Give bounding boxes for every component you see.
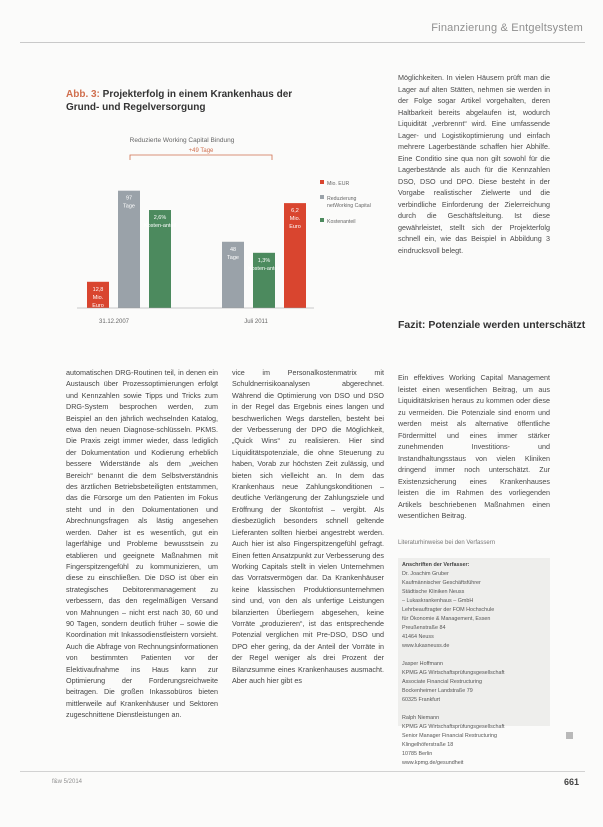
author-line: Dr. Joachim Gruber (402, 571, 449, 577)
bar-label: 97 (125, 195, 133, 202)
author-line: – Lukaskrankenhaus – GmbH (402, 598, 474, 604)
bar-label: Euro (92, 302, 104, 309)
legend-label: netWorking Capital (327, 203, 371, 209)
author-line: www.kpmg.de/gesundheit (402, 760, 464, 766)
x-tick-label: Juli 2011 (244, 319, 268, 325)
author-line: 41464 Neuss (402, 634, 434, 640)
body-column-1: automatischen DRG-Routinen teil, in denen ein Austausch über Prozessoptimierungen erfolgt und Kennzahlen sowie Tipps und Tricks zum DRG-System besprochen werden, zum Beispiel an den jährlich wechselnden Katalog, etwa den neuen Diagnose-schlüsseln. PKMS. Die Praxis zeigt immer wieder, dass lediglich der Dokumentation und Kodierung erheblich bessere Widerstände als dem „weichen Bereich“ benannt die dem Selbstverständnis des ärztlichen Betriebsbeteiligten entstammen, das die Fürsorge um den Patienten im Fokus steht und in den Dokumentationen und Abrechnungsfragen als lästig angesehen werden. Daher ist es wesentlich, gut ein lagerfähige und Probleme bewusstsein zu etablieren und geeignete Maßnahmen mit Fingerspitzengefühl zu kommunizieren, um diese zu einschließen. Die DSO ist über ein strategisches Debitorenmanagement zu verbessern, das den regelmäßigen Versand von Mahnungen – nicht erst nach 30, 60 und 90 Tagen, sondern deutlich früher – sowie die Koordination mit Inkassodienstleistern vorsieht. Auch die Abfrage von Rechnungsinformationen von bestimmten Patienten vor der Elektivaufnahme ins Haus kann zur Optimierung der Forderungsreichweite beitragen. Die großen Inkassobüros bieten mittlerweile auf Krankenhäuser und Sektoren zugeschnittene Dienstleistungen an. (66, 368, 218, 720)
annotation-label: +49 Tage (188, 148, 214, 154)
legend-label: Reduzierung (327, 196, 357, 202)
end-marker (566, 732, 573, 739)
author-box-heading: Anschriften der Verfasser: (402, 562, 470, 568)
page-number: 661 (563, 777, 579, 787)
fazit-heading: Fazit: Potenziale werden unterschätzt (398, 319, 586, 331)
top-divider (20, 42, 585, 43)
legend-swatch (320, 180, 324, 184)
right-column-text: Möglichkeiten. In vielen Häusern prüft man die Lager auf alten Stätten, nehmen sie werden in der Folge sogar Artikel vorgehalten, deren Haltbarkeit bereits abgelaufen ist, wodurch Liquidität „verbrennt“ wird. Eine umfassende Lager- und Logistikoptimierung und einfach mehrere Lagerbestände schaffen hier Abhilfe. Eine Conditio sine qua non gilt sowohl für die Lagerbestände als auch für die Kennzahlen DSO, DSO und DPO. Diese besteht in der Vorgabe realistischer Zielwerte und die verbindliche Einforderung der Zielerreichung durch die Geschäftsleitung. Ist diese gewährleistet, stellt sich der Projekterfolg schnell ein, wie das Beispiel in Abbildung 3 eindrucksvoll belegt. (398, 73, 550, 255)
footnote: Literaturhinweise bei den Verfassern (398, 540, 496, 546)
journal-issue: f&w 5/2014 (52, 779, 83, 785)
author-line: Jasper Hoffmann (402, 661, 443, 667)
bar-label: Kosten-anteil (247, 265, 281, 272)
author-line: www.lukasneuss.de (402, 643, 450, 649)
author-line: Preußenstraße 84 (402, 625, 446, 631)
annotation-bracket (130, 155, 272, 160)
author-line: KPMG AG Wirtschaftsprüfungsgesellschaft (402, 724, 505, 730)
bar-label: 1,3% (257, 257, 271, 264)
author-line: Kaufmännischer Geschäftsführer (402, 580, 481, 586)
figure-label: Abb. 3: (66, 89, 100, 100)
bar-label: 2,6% (153, 215, 167, 222)
chart-title: Reduzierte Working Capital Bindung (129, 137, 235, 144)
author-line: Städtische Kliniken Neuss (402, 589, 465, 595)
legend-swatch (320, 218, 324, 222)
bar-label: 6,2 (291, 208, 299, 215)
bar-label: Mio. (289, 216, 301, 223)
body-column-2: vice im Personalkostenmatrix mit Schuldnerrisikoanalysen abgerechnet. Während die Optimierung von DSO und DSO in der Regel das Ergebnis eines langen und beschwerlichen Wegs darstellen, besteht bei der Verbesserung der DPO die Möglichkeit, „Quick Wins“ zu realisieren. Hier sind Liquiditätspotenziale, die ohne Steuerung zu haben, Vorab zur höchsten Zeit zulässig, und bieten sich vielleicht an. In dem das Krankenhaus neue Zahlungskonditionen – deutliche Verlängerung der Zahlungsziele und Eröffnung der Skontofrist – vergibt. Als diesbezüglich besonders schnell geltende Lieferanten sollten hierbei angestrebt werden. Auch hier ist also Fingerspitzengefühl gefragt. Einen fetten Ansatzpunkt zur Verbesserung des Working Capitals stellt in vielen Unternehmen das Vorratsvermögen dar. Da Krankenhäuser keine klassischen Produktionsunternehmen sind und, von den als unfertige Leistungen bilanzierten Überliegern abgesehen, keine Vorräte „produzieren“, ist das entsprechende Potenzial verglichen mit Pre-DSO, DSO und DPO eher gering, da der Anteil der Vorräte in der Regel weniger als drei Prozent der Bilanzsumme eines Krankenhauses ausmacht. Aber auch hier gibt es (232, 368, 384, 685)
legend-swatch (320, 195, 324, 199)
figure-caption (66, 88, 306, 114)
section-title: Finanzierung & Entgeltsystem (431, 22, 583, 34)
fazit-text: Ein effektives Working Capital Management leistet einen wesentlichen Beitrag, um aus Liquiditätskrisen heraus zu kommen oder diese zu vermeiden. Die Potenziale sind enorm und werden meist als alternative öffentliche Fördermittel und eines immer stärker zunehmenden Investitions- und Instandhaltungsstaus von vielen Kliniken dringend immer noch unterschätzt. Zur Existenzsicherung eines Krankenhauses leisten die im Rahmen des vorliegenden Artikels beschriebenen Maßnahmen einen wesentlichen Beitrag. (398, 373, 550, 520)
author-box (398, 558, 550, 766)
bar-chart (52, 130, 371, 335)
bar-label: Tage (123, 203, 135, 210)
bar-label: Tage (227, 254, 239, 261)
bar-label: Mio. (92, 294, 104, 301)
x-tick-label: 31.12.2007 (98, 319, 130, 325)
author-line: Klingelhöferstraße 18 (402, 742, 454, 748)
author-line: 60325 Frankfurt (402, 697, 441, 703)
bar-label: 48 (229, 246, 237, 253)
author-line: Associate Financial Restructuring (402, 679, 482, 685)
bar-label: 12,8 (92, 286, 104, 293)
bottom-divider (20, 771, 585, 772)
author-line (402, 651, 546, 660)
author-lines (402, 570, 546, 768)
legend-label: Mio. EUR (327, 181, 350, 187)
legend-label: Kostenanteil (327, 219, 356, 225)
bar-label: Euro (289, 224, 301, 231)
author-line: für Ökonomie & Management, Essen (402, 616, 491, 622)
author-line: KPMG AG Wirtschaftsprüfungsgesellschaft (402, 670, 505, 676)
author-line (402, 705, 546, 714)
author-line: Lehrbeauftragter der FOM Hochschule (402, 607, 495, 613)
bar-label: Kosten-anteil (143, 223, 177, 230)
author-line: 10785 Berlin (402, 751, 433, 757)
author-line: Senior Manager Financial Restructuring (402, 733, 497, 739)
author-line: Ralph Niemann (402, 715, 440, 721)
author-line: Bockenheimer Landstraße 79 (402, 688, 473, 694)
figure-title: Projekterfolg in einem Krankenhaus der Grund- und Regelversorgung (66, 89, 293, 113)
